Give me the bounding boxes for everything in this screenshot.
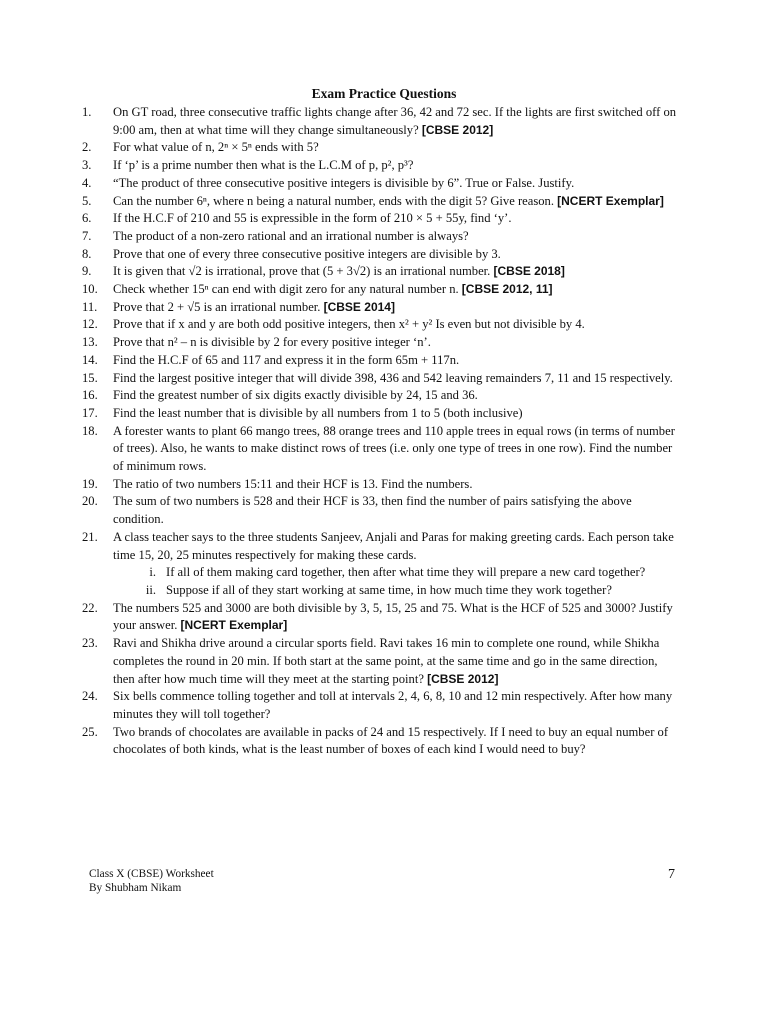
question-number: 3. bbox=[82, 158, 92, 173]
question-number: 13. bbox=[82, 335, 98, 350]
question-item bbox=[82, 157, 682, 175]
question-text: Find the least number that is divisible by all numbers from 1 to 5 (both inclusive) bbox=[113, 405, 523, 420]
question-item bbox=[82, 263, 682, 281]
question-text: If ‘p’ is a prime number then what is the L.C.M of p, p², p³? bbox=[113, 158, 414, 173]
subpart-text: If all of them making card together, then after what time they will prepare a new card together? bbox=[166, 565, 646, 580]
question-text-wrap bbox=[113, 316, 682, 334]
question-number: 25. bbox=[82, 724, 98, 739]
source-tag: [CBSE 2012, 11] bbox=[461, 282, 553, 297]
question-number: 16. bbox=[82, 388, 98, 403]
question-item bbox=[82, 635, 682, 688]
question-text-wrap bbox=[113, 600, 682, 635]
question-text-wrap bbox=[113, 370, 682, 388]
question-number: 4. bbox=[82, 175, 92, 190]
question-number: 6. bbox=[82, 211, 92, 226]
question-text-wrap bbox=[113, 352, 682, 370]
question-text: On GT road, three consecutive traffic lights change after 36, 42 and 72 sec. If the lights are first switched off on 9:00 am, then at what time will they change simultaneously? bbox=[113, 105, 677, 137]
question-text-wrap bbox=[113, 387, 682, 405]
question-item bbox=[82, 423, 682, 476]
question-text: For what value of n, 2ⁿ × 5ⁿ ends with 5? bbox=[113, 140, 319, 155]
question-item bbox=[82, 352, 682, 370]
question-item bbox=[82, 139, 682, 157]
question-number: 9. bbox=[82, 264, 92, 279]
source-tag: [CBSE 2014] bbox=[323, 299, 395, 314]
page-number: 7 bbox=[668, 867, 675, 882]
footer bbox=[89, 867, 214, 895]
question-item bbox=[82, 104, 682, 139]
question-text-wrap bbox=[113, 299, 682, 317]
subpart-number: i. bbox=[149, 565, 156, 580]
question-text-wrap bbox=[113, 210, 682, 228]
question-text: The product of a non-zero rational and an irrational number is always? bbox=[113, 228, 469, 243]
question-item bbox=[82, 476, 682, 494]
question-item bbox=[82, 334, 682, 352]
question-number: 1. bbox=[82, 105, 92, 119]
question-number: 11. bbox=[82, 299, 98, 314]
question-text-wrap bbox=[113, 263, 682, 281]
question-item bbox=[82, 246, 682, 264]
question-text-wrap bbox=[113, 493, 682, 528]
question-text-wrap bbox=[113, 529, 682, 564]
question-item bbox=[82, 493, 682, 528]
question-item bbox=[82, 299, 682, 317]
question-number: 14. bbox=[82, 352, 98, 367]
question-item bbox=[82, 370, 682, 388]
question-text: A class teacher says to the three students Sanjeev, Anjali and Paras for making greeting cards. Each person take time 15, 20, 25 minutes respectively for making these cards. bbox=[113, 529, 674, 562]
question-number: 24. bbox=[82, 689, 98, 704]
subpart-text: Suppose if all of they start working at same time, in how much time they work together? bbox=[166, 582, 612, 597]
question-number: 20. bbox=[82, 494, 98, 509]
question-number: 5. bbox=[82, 193, 92, 208]
question-text-wrap bbox=[113, 334, 682, 352]
question-text-wrap bbox=[113, 193, 682, 211]
question-item bbox=[82, 228, 682, 246]
question-text: “The product of three consecutive positive integers is divisible by 6”. True or False. Justify. bbox=[113, 175, 575, 190]
question-text: Prove that one of every three consecutive positive integers are divisible by 3. bbox=[113, 246, 501, 261]
question-text-wrap bbox=[113, 246, 682, 264]
question-item bbox=[82, 529, 682, 564]
question-number: 22. bbox=[82, 600, 98, 615]
question-text-wrap bbox=[113, 476, 682, 494]
question-number: 2. bbox=[82, 140, 92, 155]
question-text: A forester wants to plant 66 mango trees, 88 orange trees and 110 apple trees in equal rows (in terms of number of trees). Also, he wants to make distinct rows of trees (i.e. only one type of trees in one row). Find the number of minimum rows. bbox=[113, 423, 675, 474]
question-text: It is given that √2 is irrational, prove that (5 + 3√2) is an irrational number. bbox=[113, 264, 491, 279]
question-item bbox=[82, 175, 682, 193]
question-text: Six bells commence tolling together and toll at intervals 2, 4, 6, 8, 10 and 12 min respectively. After how many minutes they will toll together? bbox=[113, 689, 673, 721]
source-tag: [CBSE 2018] bbox=[493, 264, 565, 279]
question-text: If the H.C.F of 210 and 55 is expressible in the form of 210 × 5 + 55y, find ‘y’. bbox=[113, 211, 512, 226]
question-text: Find the greatest number of six digits exactly divisible by 24, 15 and 36. bbox=[113, 388, 478, 403]
subpart-number: ii. bbox=[145, 582, 156, 597]
question-text: Find the H.C.F of 65 and 117 and express it in the form 65m + 117n. bbox=[113, 352, 460, 367]
question-number: 10. bbox=[82, 282, 98, 297]
question-text: Check whether 15ⁿ can end with digit zero for any natural number n. bbox=[113, 282, 459, 297]
question-text: The sum of two numbers is 528 and their HCF is 33, then find the number of pairs satisfying the above condition. bbox=[113, 494, 632, 527]
question-number: 18. bbox=[82, 423, 98, 438]
source-tag: [CBSE 2012] bbox=[421, 122, 494, 137]
subpart-item bbox=[82, 564, 682, 582]
question-item bbox=[82, 193, 682, 211]
question-text-wrap bbox=[113, 423, 682, 476]
source-tag: [NCERT Exemplar] bbox=[557, 193, 664, 208]
question-text-wrap bbox=[113, 405, 682, 423]
question-text: Can the number 6ⁿ, where n being a natural number, ends with the digit 5? Give reason. bbox=[113, 193, 554, 208]
question-text: The numbers 525 and 3000 are both divisible by 3, 5, 15, 25 and 75. What is the HCF of 525 and 3000? Justify your answer. bbox=[113, 600, 673, 633]
question-text: Prove that n² – n is divisible by 2 for every positive integer ‘n’. bbox=[113, 335, 431, 350]
source-tag: [NCERT Exemplar] bbox=[180, 618, 288, 633]
question-text: Find the largest positive integer that will divide 398, 436 and 542 leaving remainders 7, 11 and 15 respectively. bbox=[113, 370, 673, 385]
question-item bbox=[82, 600, 682, 635]
footer-author: By Shubham Nikam bbox=[89, 882, 182, 894]
footer-course: Class X (CBSE) Worksheet bbox=[89, 868, 214, 880]
question-number: 17. bbox=[82, 405, 98, 420]
question-number: 19. bbox=[82, 476, 98, 491]
subpart-item bbox=[82, 582, 682, 600]
source-tag: [CBSE 2012] bbox=[427, 671, 499, 686]
question-text-wrap bbox=[113, 228, 682, 246]
question-item bbox=[82, 724, 682, 759]
question-text: Prove that 2 + √5 is an irrational number. bbox=[113, 299, 321, 314]
question-text: The ratio of two numbers 15:11 and their HCF is 13. Find the numbers. bbox=[113, 476, 473, 491]
question-text-wrap bbox=[113, 688, 682, 723]
question-item bbox=[82, 387, 682, 405]
question-text: Prove that if x and y are both odd positive integers, then x² + y² Is even but not divisible by 4. bbox=[113, 317, 585, 332]
question-item bbox=[82, 210, 682, 228]
question-text-wrap bbox=[113, 139, 682, 157]
question-text-wrap bbox=[113, 281, 682, 299]
question-text: Two brands of chocolates are available in packs of 24 and 15 respectively. If I need to buy an equal number of chocolates of both kinds, what is the least number of boxes of each kind I would need to buy? bbox=[113, 724, 669, 757]
question-item bbox=[82, 688, 682, 723]
question-text-wrap bbox=[113, 104, 682, 139]
question-number: 7. bbox=[82, 228, 92, 243]
question-number: 12. bbox=[82, 317, 98, 332]
question-text-wrap bbox=[113, 724, 682, 759]
question-number: 23. bbox=[82, 636, 98, 651]
question-number: 21. bbox=[82, 529, 98, 544]
question-text: Ravi and Shikha drive around a circular sports field. Ravi takes 16 min to complete one round, while Shikha completes the round in 20 min. If both start at the same point, at the same time and go in the same direction, then after how much time will they meet at the starting point? bbox=[113, 636, 660, 686]
question-number: 8. bbox=[82, 246, 92, 261]
question-text-wrap bbox=[113, 175, 682, 193]
page-title: Exam Practice Questions bbox=[311, 86, 457, 101]
question-number: 15. bbox=[82, 370, 98, 385]
question-list bbox=[82, 104, 682, 759]
question-text-wrap bbox=[113, 157, 682, 175]
question-item bbox=[82, 316, 682, 334]
question-text-wrap bbox=[113, 635, 682, 688]
question-item bbox=[82, 405, 682, 423]
question-item bbox=[82, 281, 682, 299]
